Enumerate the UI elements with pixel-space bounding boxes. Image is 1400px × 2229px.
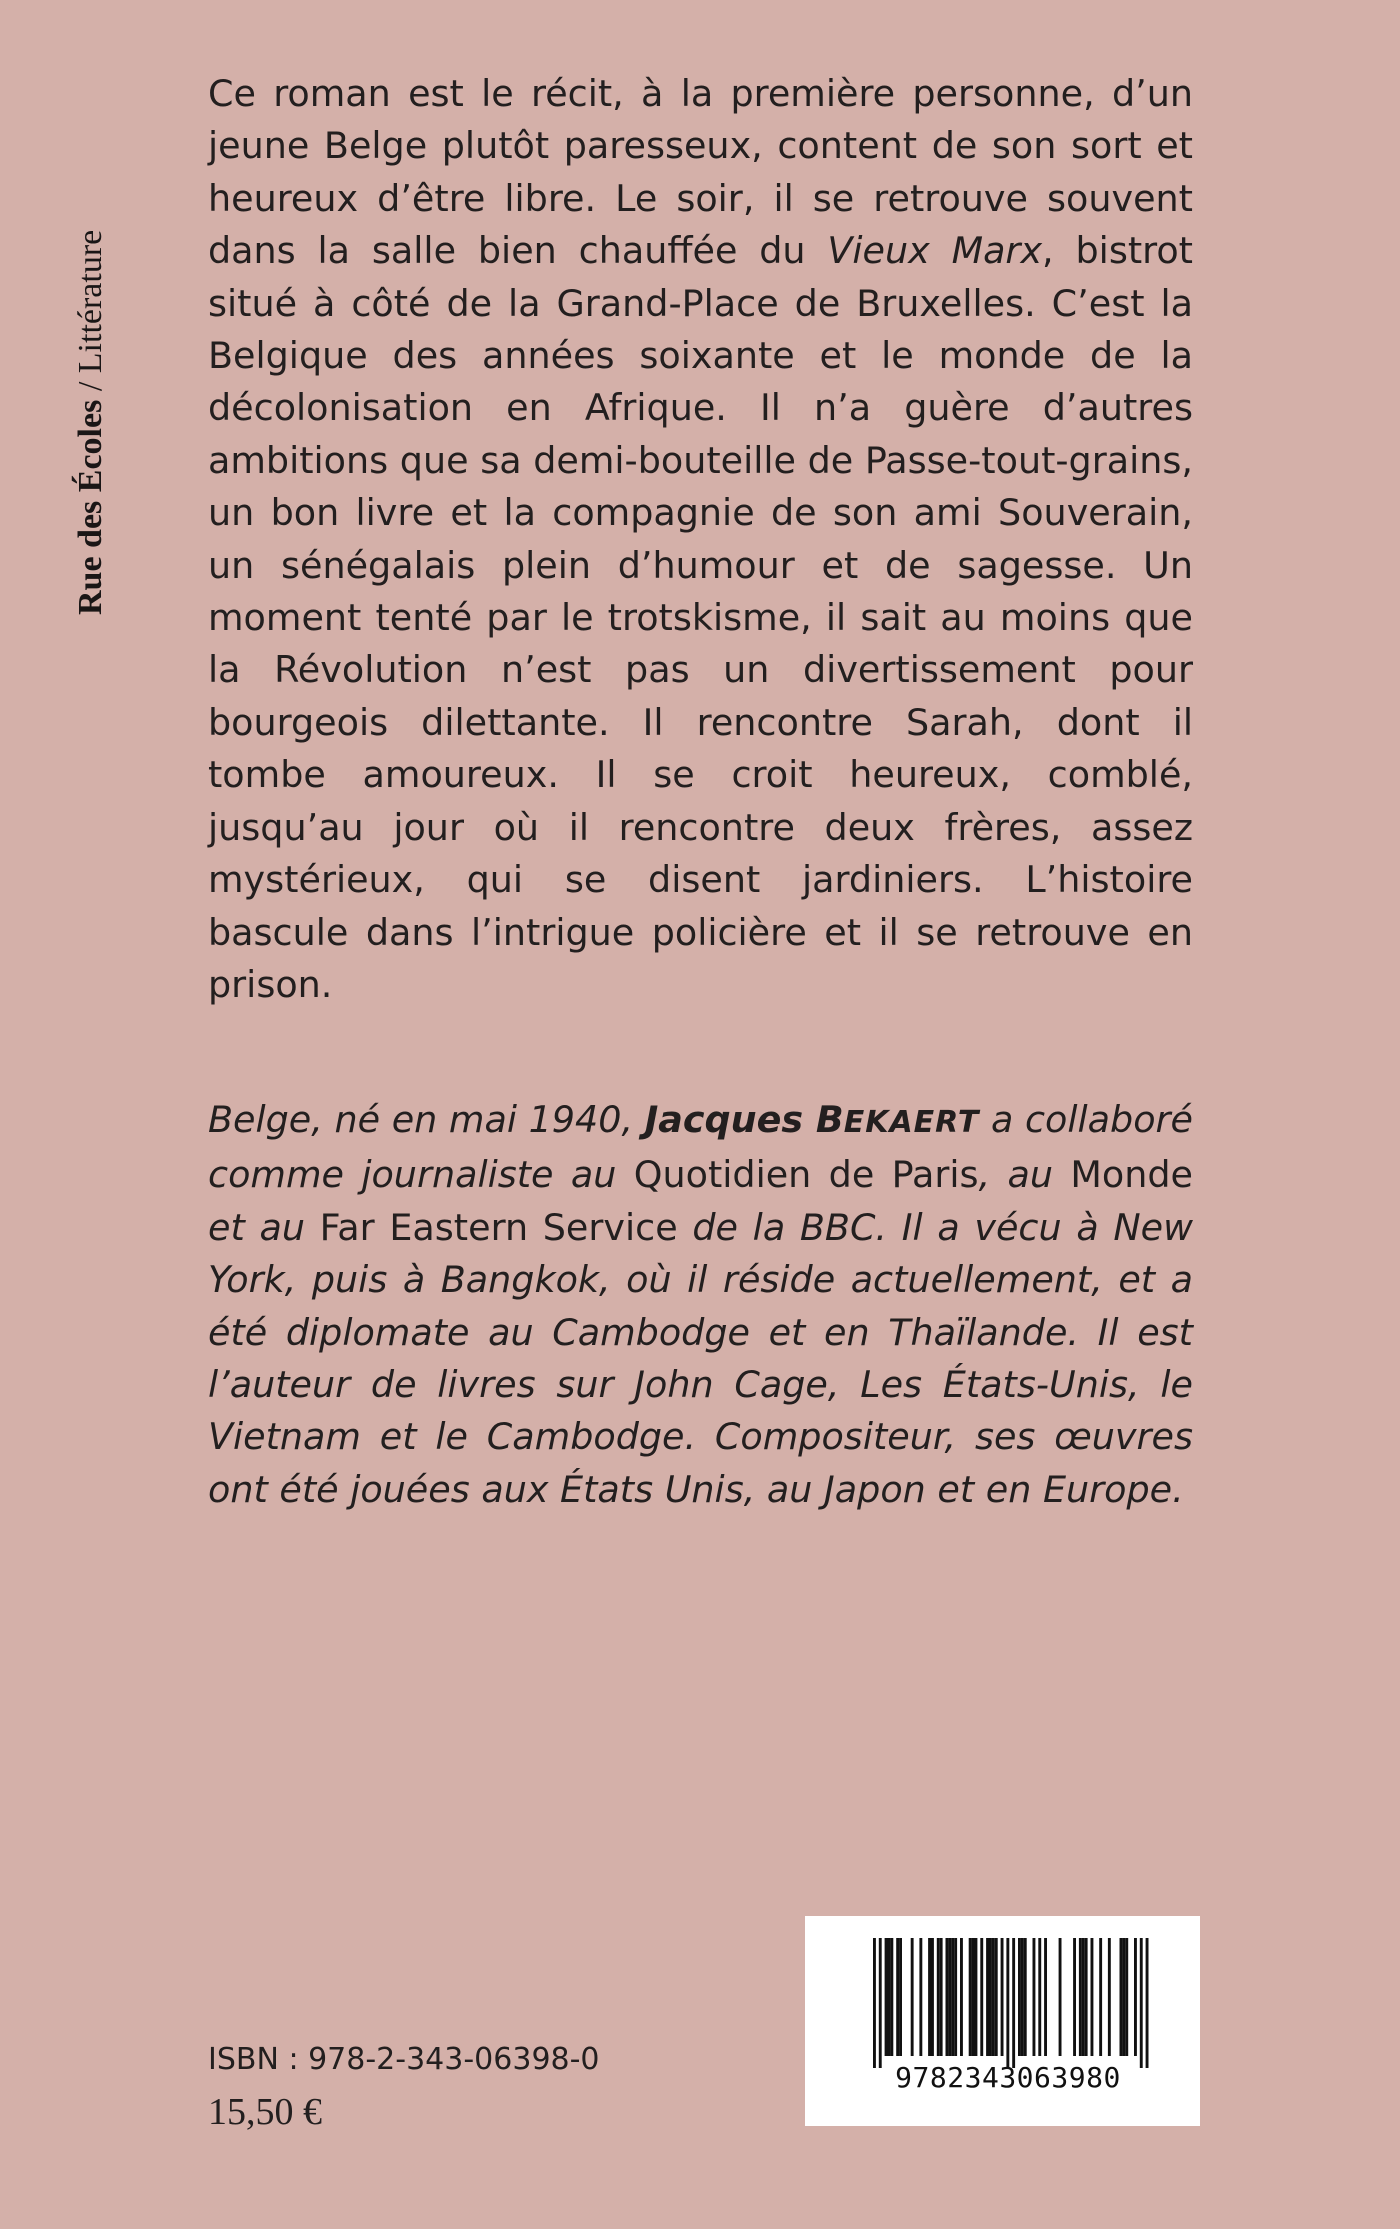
publication-2: Monde [1070,1153,1193,1197]
barcode-bar [899,1938,902,2056]
barcode-bar [879,1938,882,2068]
barcode-bar [1140,1938,1143,2068]
bar-name: Vieux Marx [827,229,1043,273]
author-bio [208,1094,1193,1516]
barcode-bar [972,1938,975,2056]
author-first: Jacques B [644,1098,844,1141]
barcode-bar [1044,1938,1047,2056]
barcode-bar [946,1938,949,2056]
genre-name: Littérature [72,229,109,374]
bio-text-4: et au [208,1205,320,1249]
barcode-bar [1018,1938,1021,2056]
barcode-bar [1120,1938,1123,2056]
barcode-bar [1012,1938,1015,2068]
barcode-bar [986,1938,989,2056]
barcode-bar [954,1938,957,2056]
barcode-bar [1021,1938,1024,2056]
bio-text-1: Belge, né en mai 1940, [208,1098,645,1141]
bio-text-2: a collaboré comme journaliste au [208,1098,1193,1197]
barcode-bar [992,1938,995,2056]
barcode-bar [940,1938,943,2056]
barcode-bar [1001,1938,1004,2056]
synopsis-text-2: , bistrot situé à côté de la Grand-Place de Bruxelles. C’est la Belgique des années soixante et le monde de la décolonisation en Afrique. Il n’a guère d’autres ambitions que sa demi-bouteille de Passe-tout-grains, un bon livre et la compagnie de son ami Souverain, un sénégalais plein d’humour et de sagesse. Un moment tenté par le trotskisme, il sait au moins que la Révolution n’est pas un divertissement pour bourgeois dilettante. Il rencontre Sarah, dont il tombe amoureux. Il se croit heureux, comblé, jusqu’au jour où il rencontre deux frères, assez mystérieux, qui se disent jardiniers. L’histoire bascule dans l’intrigue policière et il se retrouve en prison. [208,229,1193,1006]
barcode-bar [1125,1938,1128,2056]
collection-name: Rue des Écoles [72,399,109,615]
barcode-bar [911,1938,914,2056]
spine-title [64,100,118,615]
barcode-bar [928,1938,931,2056]
barcode [805,1916,1200,2126]
barcode-bar [937,1938,940,2056]
barcode-bar [1108,1938,1111,2056]
barcode-bar [1059,1938,1062,2056]
barcode-bars [805,1916,1200,2126]
author-last: EKAERT [843,1105,980,1140]
bio-text-3: , au [978,1153,1071,1197]
barcode-bar [1122,1938,1125,2056]
barcode-bar [1146,1938,1149,2068]
synopsis-paragraph [208,68,1193,1011]
barcode-bar [919,1938,922,2056]
synopsis-text-1: Ce roman est le récit, à la première personne, d’un jeune Belge plutôt paresseux, content de son sort et heureux d’être libre. Le soir, il se retrouve souvent dans la salle bien chauffée du [208,72,1193,273]
barcode-bar [1085,1938,1088,2056]
bio-text-5: de la BBC. Il a vécu à New York, puis à Bangkok, où il réside actuellement, et a été diplomate au Cambodge et en Thaïlande. Il est l’auteur de livres sur John Cage, Les États-Unis, le Vietnam et le Cambodge. Compositeur, ses œuvres ont été jouées aux États Unis, au Japon et en Europe. [208,1205,1193,1511]
barcode-bar [975,1938,978,2056]
barcode-bar [980,1938,983,2056]
barcode-bar [1082,1938,1085,2056]
barcode-bar [1038,1938,1041,2056]
barcode-bar [885,1938,888,2056]
barcode-bar [951,1938,954,2056]
barcode-bar [995,1938,998,2056]
barcode-bar [1091,1938,1094,2056]
barcode-bar [888,1938,891,2056]
spine-text [71,230,111,615]
price-label: 15,50 € [208,2091,322,2133]
barcode-bar [1073,1938,1076,2056]
barcode-bar [1024,1938,1027,2056]
barcode-bar [1099,1938,1102,2056]
barcode-bar [896,1938,899,2056]
isbn-label: ISBN : 978-2-343-06398-0 [208,2042,600,2077]
spine-separator: / [72,373,109,400]
barcode-bar [931,1938,934,2056]
author-name [645,1098,980,1141]
barcode-bar [960,1938,963,2056]
barcode-digits: 9782343063980 [895,2061,1121,2094]
barcode-bar [1033,1938,1036,2056]
publication-1: Quotidien de Paris [633,1153,979,1197]
publication-3: Far Eastern Service [319,1205,678,1249]
barcode-bar [1079,1938,1082,2056]
barcode-bar [948,1938,951,2056]
barcode-bar [989,1938,992,2056]
barcode-bar [890,1938,893,2056]
barcode-bar [969,1938,972,2056]
barcode-bar [1006,1938,1009,2068]
barcode-bar [873,1938,876,2068]
barcode-bar [1134,1938,1137,2056]
